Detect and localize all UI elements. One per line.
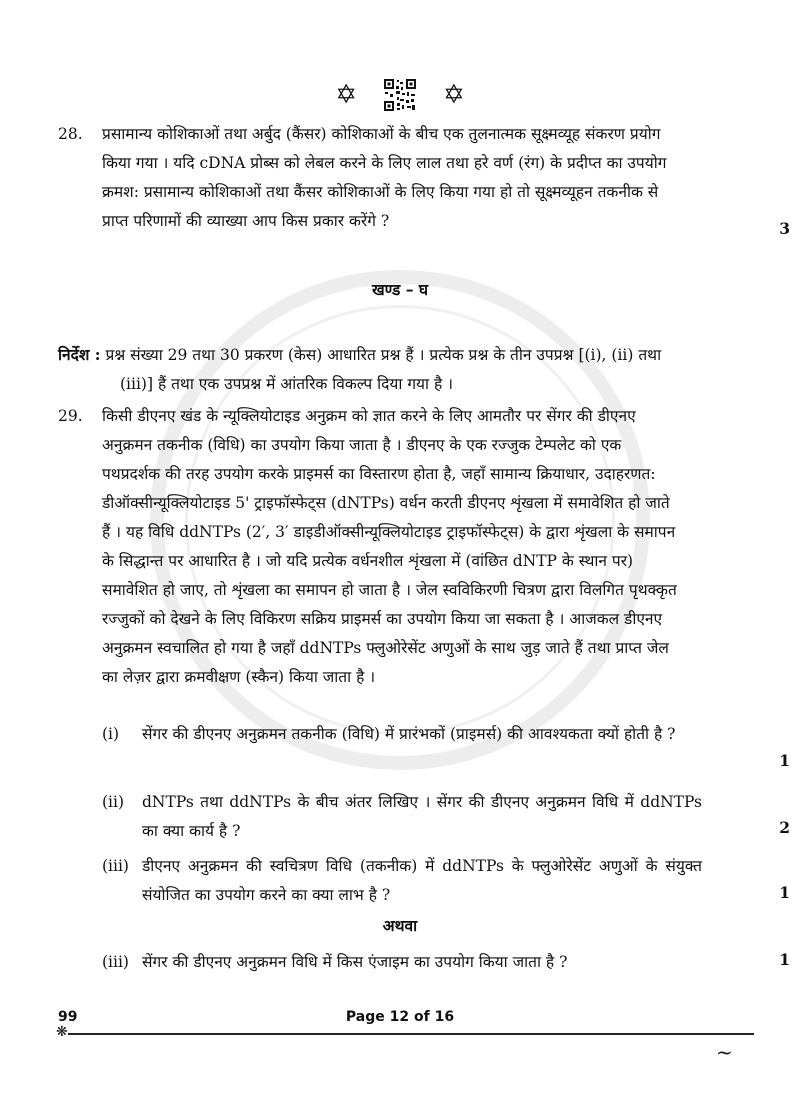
marks: 2 xyxy=(779,818,790,837)
question-text xyxy=(102,120,742,236)
footer-tilde: ~ xyxy=(716,1040,733,1064)
passage-line: अनुक्रमन स्वचालित हो गया है जहाँ ddNTPs फ्लुओरेसेंट अणुओं के साथ जुड़ जाते हैं तथा प्राप्त जेल xyxy=(102,639,669,657)
subquestion-number: (iii) xyxy=(102,857,129,875)
subquestion-ii xyxy=(102,788,748,846)
qr-code-icon xyxy=(383,78,417,112)
subquestion-text: dNTPs तथा ddNTPs के बीच अंतर लिखिए । सेंगर की डीएनए अनुक्रमन विधि में ddNTPs का क्या कार्य है ? xyxy=(142,793,702,840)
question-number: 29. xyxy=(58,407,83,425)
passage-line: का लेज़र द्वारा क्रमवीक्षण (स्कैन) किया जाता है । xyxy=(102,668,376,686)
subquestion-number: (iii) xyxy=(102,953,129,971)
question-line: किया गया । यदि cDNA प्रोब्स को लेबल करने के लिए लाल तथा हरे वर्ण (रंग) के प्रदीप्त का उपयोग xyxy=(102,154,667,172)
instructions-text: (iii)] हैं तथा एक उपप्रश्न में आंतरिक विकल्प दिया गया है । xyxy=(120,375,454,393)
question-line: प्रसामान्य कोशिकाओं तथा अर्बुद (कैंसर) कोशिकाओं के बीच एक तुलनात्मक सूक्ष्मव्यूह संकरण प्रयोग xyxy=(102,125,661,143)
subquestion-text: सेंगर की डीएनए अनुक्रमन तकनीक (विधि) में प्रारंभकों (प्राइमर्स) की आवश्यकता क्यों होती है ? xyxy=(142,725,676,743)
subquestion-text: सेंगर की डीएनए अनुक्रमन विधि में किस एंजाइम का उपयोग किया जाता है ? xyxy=(142,953,568,971)
passage-line: किसी डीएनए खंड के न्यूक्लियोटाइड अनुक्रम को ज्ञात करने के लिए आमतौर पर सेंगर की डीएनए xyxy=(102,407,636,425)
question-number: 28. xyxy=(58,125,83,143)
subquestion-i xyxy=(102,720,748,749)
paper-code: 99 xyxy=(58,1009,78,1025)
header-symbols xyxy=(0,78,800,112)
marks: 1 xyxy=(779,883,790,902)
marks: 1 xyxy=(779,751,790,770)
subquestion-number: (i) xyxy=(102,725,120,743)
subquestion-iii xyxy=(102,852,748,910)
passage-line: हैं । यह विधि ddNTPs (2′, 3′ डाइडीऑक्सीन्यूक्लियोटाइड ट्राइफॉस्फेट्स) के द्वारा शृंखला के समापन xyxy=(102,523,676,541)
star-of-david-icon: ✡ xyxy=(443,80,465,110)
footer-rule xyxy=(68,1033,754,1035)
flower-ornament-icon: ❋ xyxy=(56,1024,68,1040)
passage-line: समावेशित हो जाए, तो शृंखला का समापन हो जाता है । जेल स्वविकिरणी चित्रण द्वारा विलगित पृथक्कृत xyxy=(102,581,677,599)
question-line: क्रमश: प्रसामान्य कोशिकाओं तथा कैंसर कोशिकाओं के लिए किया गया हो तो सूक्ष्मव्यूहन तकनीक से xyxy=(102,183,659,201)
subquestion-number: (ii) xyxy=(102,793,125,811)
question-29 xyxy=(58,402,748,692)
passage-line: के सिद्धान्त पर आधारित है । जो यदि प्रत्येक वर्धनशील शृंखला में (वांछित dNTP के स्थान पर) xyxy=(102,552,634,570)
or-label: अथवा xyxy=(382,916,418,935)
passage-text xyxy=(102,402,742,692)
passage-line: डीऑक्सीन्यूक्लियोटाइड 5' ट्राइफॉस्फेट्स (dNTPs) वर्धन करती डीएनए शृंखला में समावेशित हो जाते xyxy=(102,494,670,512)
subquestion-iii-alt xyxy=(102,948,748,977)
instructions-label: निर्देश : xyxy=(58,345,101,364)
section-title: खण्ड – घ xyxy=(371,280,429,299)
passage-line: पथप्रदर्शक की तरह उपयोग करके प्राइमर्स का विस्तारण होता है, जहाँ सामान्य क्रियाधार, उदाहरणत: xyxy=(102,465,656,483)
instructions xyxy=(58,340,748,399)
subquestion-text: डीएनए अनुक्रमन की स्वचित्रण विधि (तकनीक) में ddNTPs के फ्लुओरेसेंट अणुओं के संयुक्त संयोजित का उपयोग करने का क्या लाभ है ? xyxy=(142,857,702,904)
question-line: प्राप्त परिणामों की व्याख्या आप किस प्रकार करेंगे ? xyxy=(102,212,390,230)
passage-line: रज्जुकों को देखने के लिए विकिरण सक्रिय प्राइमर्स का उपयोग किया जा सकता है । आजकल डीएनए xyxy=(102,610,663,628)
marks: 3 xyxy=(779,219,790,238)
star-of-david-icon: ✡ xyxy=(335,80,357,110)
page-number: Page 12 of 16 xyxy=(345,1009,455,1025)
question-28 xyxy=(58,120,748,236)
marks: 1 xyxy=(779,950,790,969)
instructions-text: प्रश्न संख्या 29 तथा 30 प्रकरण (केस) आधारित प्रश्न हैं । प्रत्येक प्रश्न के तीन उपप्रश्न [(i), (ii) तथा xyxy=(105,346,662,364)
passage-line: अनुक्रमन तकनीक (विधि) का उपयोग किया जाता है । डीएनए के एक रज्जुक टेम्पलेट को एक xyxy=(102,436,622,454)
